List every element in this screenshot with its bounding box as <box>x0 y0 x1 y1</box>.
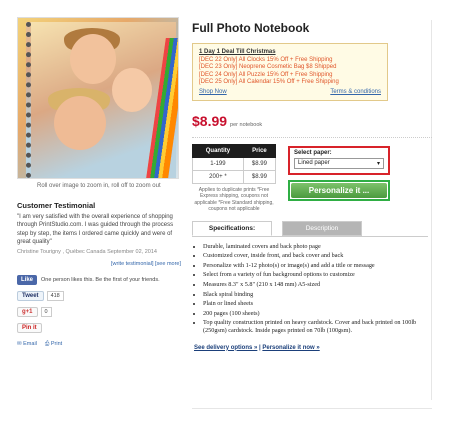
table-row: 200+ * $8.99 <box>193 170 276 183</box>
email-link[interactable]: ✉ Email <box>17 340 37 347</box>
personalize-button[interactable]: Personalize it ... <box>291 183 387 198</box>
paper-select[interactable]: Lined paper ▾ <box>294 158 384 169</box>
google-plus-button[interactable]: g+1 <box>17 307 38 317</box>
promo-line: [DEC 22 Only] All Clocks 15% Off + Free Shipping <box>199 56 333 63</box>
testimonial-heading: Customer Testimonial <box>17 201 96 210</box>
price-row <box>192 113 432 129</box>
testimonial-author: Christine Tourigny , Québec Canada September 02, 2014 <box>17 248 157 255</box>
google-plus-count: 0 <box>41 307 52 317</box>
promo-line: [DEC 25 Only] All Calendar 15% Off + Free Shipping <box>199 79 339 86</box>
list-item: • Top quality construction printed on heavy cardstock. Cover and back printed on 100lb (250gsm) cardstock. Inside pages printed on 70lb (100gsm). <box>203 319 424 334</box>
child-face <box>54 96 106 150</box>
tab-specifications[interactable]: Specifications: <box>192 221 272 236</box>
product-image[interactable] <box>17 17 179 179</box>
tweet-count: 418 <box>47 291 64 301</box>
list-item: • Select from a variety of fun background options to customize <box>203 271 424 279</box>
paper-select-box <box>288 146 390 175</box>
see-more-link[interactable]: [see more] <box>155 260 181 267</box>
specifications-list <box>192 236 428 341</box>
promo-line: [DEC 23 Only] Neoprene Cosmetic Bag $8 Shipped <box>199 64 337 71</box>
promo-heading[interactable]: 1 Day 1 Deal Till Christmas <box>199 49 276 55</box>
facebook-like-text: One person likes this. Be the first of your friends. <box>41 276 160 283</box>
footer-links: See delivery options » | Personalize it now » <box>194 344 320 351</box>
divider <box>192 137 432 138</box>
child-face <box>112 68 152 112</box>
product-price: $8.99 <box>192 112 228 129</box>
personalize-now-link[interactable]: Personalize it now » <box>262 344 320 351</box>
table-header: Quantity <box>193 144 244 157</box>
print-link[interactable]: ⎙ Print <box>44 340 63 347</box>
price-unit: per notebook <box>230 121 263 128</box>
promo-box <box>192 43 388 101</box>
table-row: 1-199 $8.99 <box>193 157 276 170</box>
personalize-highlight <box>288 180 390 201</box>
right-column <box>192 17 432 351</box>
product-tabs <box>192 221 432 236</box>
promo-line: [DEC 24 Only] All Puzzle 15% Off + Free Shipping <box>199 71 333 78</box>
testimonial-text: "I am very satisfied with the overall experience of shopping through PrintStudio.com. I was guided through the process step by step, the items I ordered came quickly and were of great quality" <box>17 214 174 246</box>
list-item: • Durable, laminated covers and back photo page <box>203 243 424 251</box>
select-paper-label: Select paper: <box>294 149 332 156</box>
list-item: • 200 pages (100 sheets) <box>203 310 424 318</box>
bottom-border-line <box>192 408 432 409</box>
image-zoom-caption: Roll over image to zoom in, roll off to zoom out <box>37 183 161 189</box>
facebook-like-button[interactable]: Like <box>17 275 37 285</box>
testimonial-links <box>17 261 185 267</box>
list-item: • Black spiral binding <box>203 291 424 299</box>
child-face <box>70 34 116 84</box>
left-column <box>17 17 185 348</box>
list-item: • Plain or lined sheets <box>203 300 424 308</box>
pricing-table <box>192 144 276 213</box>
table-header: Price <box>243 144 275 157</box>
pinterest-button[interactable]: Pin it <box>17 323 42 333</box>
terms-link[interactable]: Terms & conditions <box>330 88 381 95</box>
shop-now-link[interactable]: Shop Now <box>199 88 227 95</box>
chevron-down-icon: ▾ <box>376 160 380 167</box>
write-testimonial-link[interactable]: [write testimonial] <box>110 260 154 267</box>
order-area <box>192 144 432 213</box>
pricing-notes: Applies to duplicate prints *Free Express shipping, coupons not applicable *Free Standard shipping, coupons not applicable <box>194 186 274 213</box>
list-item: • Customized cover, inside front, and back cover and back <box>203 252 424 260</box>
product-title: Full Photo Notebook <box>192 21 310 35</box>
delivery-options-link[interactable]: See delivery options » <box>194 344 258 351</box>
list-item: • Measures 8.3" x 5.8" (210 x 148 mm) A5-sized <box>203 281 424 289</box>
social-share <box>17 275 185 348</box>
list-item: • Personalize with 1-12 photo(s) or image(s) and add a title or message <box>203 262 424 270</box>
tweet-button[interactable]: Tweet <box>17 291 44 301</box>
tab-description[interactable]: Description <box>282 221 362 236</box>
